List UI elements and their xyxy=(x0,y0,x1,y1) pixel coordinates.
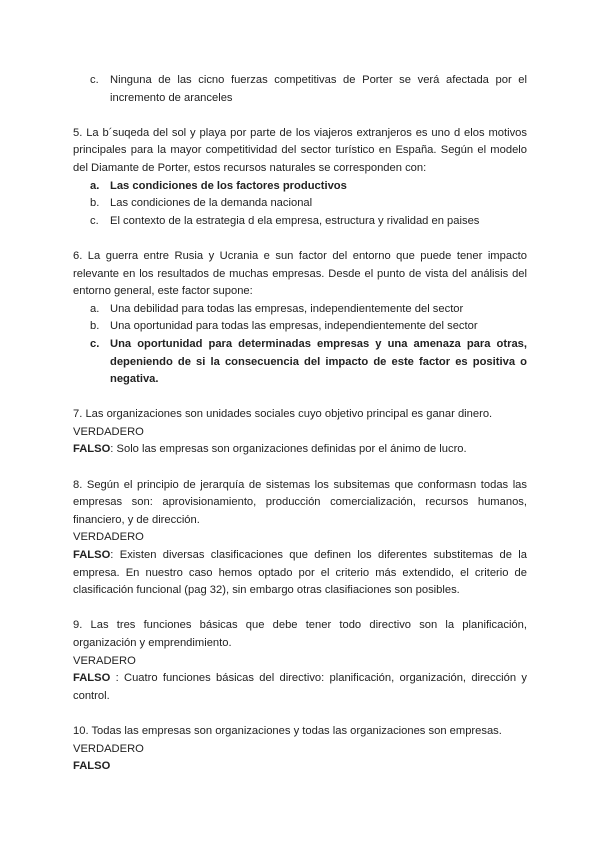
option-marker: c. xyxy=(90,337,100,350)
option-a xyxy=(73,301,527,319)
option-c-previous xyxy=(73,72,527,107)
option-marker: c. xyxy=(90,214,99,227)
option-text: Ninguna de las cicno fuerzas competitivas de Porter se verá afectada por el incremento de aranceles xyxy=(110,74,527,104)
option-marker: b. xyxy=(90,320,100,333)
question-6 xyxy=(73,248,527,389)
option-marker: c. xyxy=(90,74,99,86)
option-b xyxy=(73,195,527,213)
option-a-correct xyxy=(73,178,527,196)
false-answer xyxy=(73,758,527,776)
false-label: FALSO xyxy=(73,760,111,773)
option-text: El contexto de la estrategia d ela empresa, estructura y rivalidad en paises xyxy=(110,214,480,227)
true-label: VERADERO xyxy=(73,654,136,667)
question-8 xyxy=(73,477,527,600)
option-text: Las condiciones de la demanda nacional xyxy=(110,197,313,210)
false-label: FALSO xyxy=(73,549,111,562)
false-label: FALSO xyxy=(73,672,111,685)
question-text: 5. La b´suqeda del sol y playa por parte de los viajeros extranjeros es uno d elos motivos principales para la mayor competitividad del sector turístico en España. Según el modelo del Diamante de Porter, estos recursos naturales se corresponden con: xyxy=(73,126,527,174)
option-text: Una debilidad para todas las empresas, independientemente del sector xyxy=(110,302,464,315)
true-label: VERDADERO xyxy=(73,742,144,755)
false-answer xyxy=(73,441,527,459)
question-text: 6. La guerra entre Rusia y Ucrania e sun factor del entorno que puede tener impacto relevante en los resultados de muchas empresas. Desde el punto de vista del análisis del entorno general, este factor supone: xyxy=(73,249,527,298)
explanation: : Solo las empresas son organizaciones definidas por el ánimo de lucro. xyxy=(110,443,467,456)
option-text: Una oportunidad para todas las empresas, independientemente del sector xyxy=(110,320,478,333)
option-marker: b. xyxy=(90,197,100,210)
option-marker: a. xyxy=(90,302,100,315)
option-b xyxy=(73,318,527,336)
option-text: Una oportunidad para determinadas empresas y una amenaza para otras, depeniendo de si la consecuencia del impacto de este factor es positiva o negativa. xyxy=(110,337,527,386)
explanation: : Cuatro funciones básicas del directivo: planificación, organización, dirección y control. xyxy=(73,672,527,702)
false-answer xyxy=(73,547,527,600)
option-marker: a. xyxy=(90,179,100,192)
false-answer xyxy=(73,670,527,705)
explanation: : Existen diversas clasificaciones que definen los diferentes substitemas de la empresa. En nuestro caso hemos optado por el criterio más extendido, el criterio de clasificación funcional (pag 32), sin embargo otras clasifiaciones son posibles. xyxy=(73,549,527,597)
option-text: Las condiciones de los factores productivos xyxy=(110,179,347,192)
question-9 xyxy=(73,617,527,705)
false-label: FALSO xyxy=(73,443,111,456)
question-text: 7. Las organizaciones son unidades sociales cuyo objetivo principal es ganar dinero. xyxy=(73,408,493,421)
question-text: 10. Todas las empresas son organizaciones y todas las organizaciones son empresas. xyxy=(73,724,502,737)
option-c-correct xyxy=(73,336,527,389)
question-text: 8. Según el principio de jerarquía de sistemas los subsitemas que conformasn todas las empresas son: aprovisionamiento, producción comercialización, recursos humanos, financiero, y de dirección. xyxy=(73,478,527,526)
true-label: VERDADERO xyxy=(73,425,144,438)
document-page xyxy=(73,72,527,776)
question-text: 9. Las tres funciones básicas que debe tener todo directivo son la planificación, organización y emprendimiento. xyxy=(73,619,527,649)
question-10 xyxy=(73,723,527,776)
question-5 xyxy=(73,125,527,231)
question-7 xyxy=(73,406,527,459)
option-c xyxy=(73,213,527,231)
true-label: VERDADERO xyxy=(73,531,144,544)
